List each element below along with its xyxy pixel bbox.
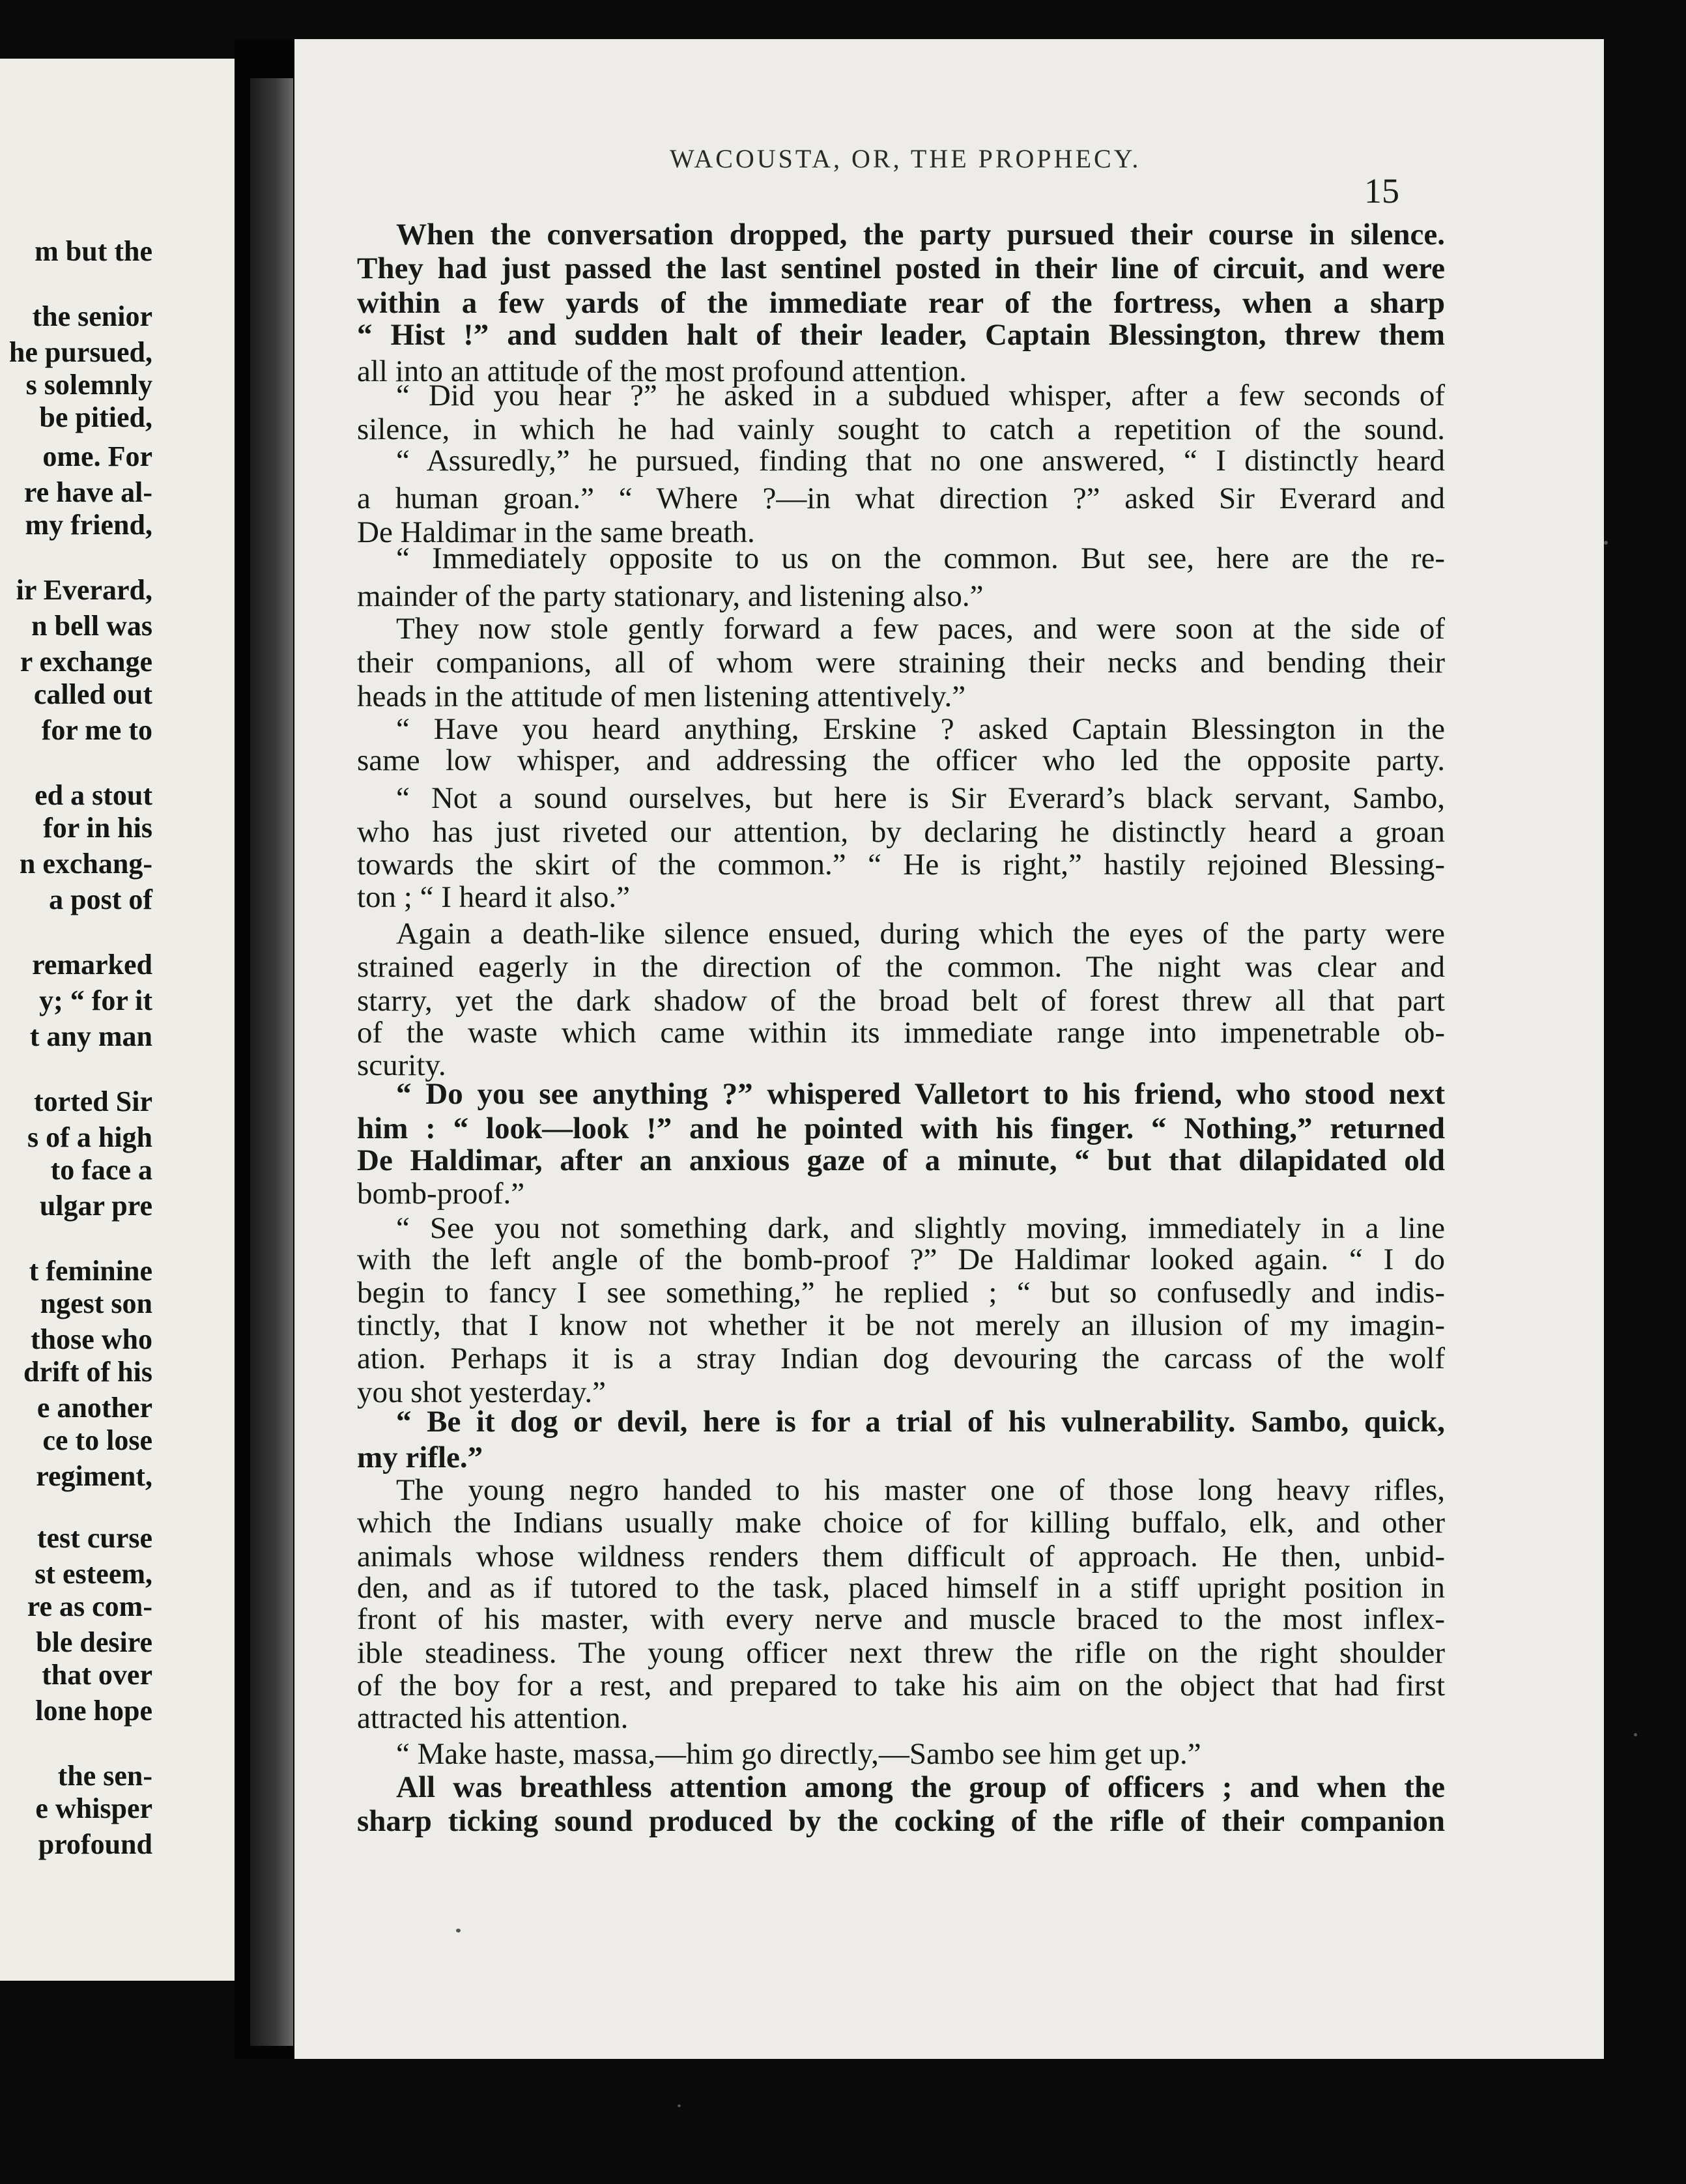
text-line: who has just riveted our attention, by declaring he distinctly heard a groan: [357, 815, 1445, 849]
previous-page-line: lone hope: [35, 1695, 152, 1727]
text-line: “ Assuredly,” he pursued, finding that no one answered, “ I distinctly heard: [396, 444, 1445, 478]
text-line: their companions, all of whom were straining their necks and bending their: [357, 646, 1445, 680]
previous-page-line: t any man: [29, 1020, 152, 1052]
text-line: sharp ticking sound produced by the cocking of the rifle of their companion: [357, 1804, 1445, 1838]
previous-page-line: a post of: [49, 884, 152, 915]
text-line: of the boy for a rest, and prepared to take his aim on the object that had first: [357, 1669, 1445, 1703]
previous-page-line: for me to: [41, 714, 152, 746]
page-number: 15: [1364, 171, 1399, 210]
text-line: “ See you not something dark, and slightly moving, immediately in a line: [396, 1211, 1445, 1245]
text-line: you shot yesterday.”: [357, 1375, 606, 1409]
text-line: animals whose wildness renders them difficult of approach. He then, unbid-: [357, 1540, 1445, 1573]
previous-page-line: to face a: [50, 1154, 152, 1186]
text-line: heads in the attitude of men listening attentively.”: [357, 680, 966, 713]
text-line: tinctly, that I know not whether it be not merely an illusion of my imagin-: [357, 1308, 1445, 1342]
previous-page-line: n exchang-: [19, 848, 152, 880]
previous-page-line: called out: [33, 678, 152, 710]
previous-page-line: torted Sir: [33, 1085, 152, 1117]
text-line: Again a death-like silence ensued, during which the eyes of the party were: [396, 917, 1445, 951]
text-line: strained eagerly in the direction of the common. The night was clear and: [357, 950, 1445, 984]
previous-page-line: for in his: [43, 812, 152, 844]
previous-page-line: ir Everard,: [16, 574, 152, 606]
text-line: The young negro handed to his master one of those long heavy rifles,: [396, 1473, 1445, 1507]
text-line: All was breathless attention among the group of officers ; and when the: [396, 1770, 1445, 1804]
text-line: ation. Perhaps it is a stray Indian dog devouring the carcass of the wolf: [357, 1342, 1445, 1375]
previous-page-line: m but the: [35, 235, 152, 267]
previous-page-edge: [0, 59, 235, 1981]
previous-page-line: ngest son: [40, 1287, 152, 1319]
text-line: “ Did you hear ?” he asked in a subdued whisper, after a few seconds of: [396, 379, 1445, 412]
dust-speck: [678, 2105, 681, 2107]
previous-page-line: y; “ for it: [39, 984, 152, 1016]
previous-page-line: the sen-: [57, 1760, 152, 1792]
text-line: within a few yards of the immediate rear of the fortress, when a sharp: [357, 286, 1445, 320]
text-line: towards the skirt of the common.” “ He is right,” hastily rejoined Blessing-: [357, 848, 1445, 882]
previous-page-line: r exchange: [20, 646, 152, 678]
previous-page-line: my friend,: [25, 509, 152, 541]
text-line: attracted his attention.: [357, 1701, 629, 1735]
previous-page-line: ce to lose: [42, 1424, 152, 1456]
previous-page-line: s solemnly: [25, 369, 152, 401]
text-line: When the conversation dropped, the party pursued their course in silence.: [396, 218, 1445, 251]
previous-page-line: n bell was: [31, 610, 152, 642]
previous-page-line: be pitied,: [39, 401, 152, 433]
previous-page-line: t feminine: [29, 1255, 152, 1287]
dust-speck: [1634, 1733, 1637, 1736]
previous-page-line: ome. For: [42, 440, 152, 472]
previous-page-line: he pursued,: [8, 336, 152, 368]
previous-page-line: remarked: [32, 949, 152, 981]
text-line: scurity.: [357, 1048, 446, 1082]
text-line: my rifle.”: [357, 1441, 483, 1474]
text-line: front of his master, with every nerve and muscle braced to the most inflex-: [357, 1602, 1445, 1636]
text-line: “ Hist !” and sudden halt of their leader, Captain Blessington, threw them: [357, 318, 1445, 352]
text-line: of the waste which came within its immediate range into impenetrable ob-: [357, 1016, 1445, 1050]
previous-page-line: the senior: [32, 300, 152, 332]
text-line: all into an attitude of the most profound attention.: [357, 354, 967, 388]
dust-speck: [456, 1929, 461, 1933]
text-line: begin to fancy I see something,” he replied ; “ but so confusedly and indis-: [357, 1276, 1445, 1310]
previous-page-line: re as com-: [27, 1590, 152, 1622]
text-line: ton ; “ I heard it also.”: [357, 880, 630, 914]
text-line: ible steadiness. The young officer next threw the rifle on the right shoulder: [357, 1636, 1445, 1670]
text-line: starry, yet the dark shadow of the broad belt of forest threw all that part: [357, 984, 1445, 1018]
previous-page-line: ble desire: [36, 1626, 152, 1658]
text-line: with the left angle of the bomb-proof ?” De Haldimar looked again. “ I do: [357, 1243, 1445, 1276]
text-line: same low whisper, and addressing the officer who led the opposite party.: [357, 743, 1445, 777]
text-line: mainder of the party stationary, and listening also.”: [357, 579, 984, 613]
text-line: him : “ look—look !” and he pointed with his finger. “ Nothing,” returned: [357, 1112, 1445, 1145]
text-line: den, and as if tutored to the task, placed himself in a stiff upright position in: [357, 1571, 1445, 1605]
previous-page-line: st esteem,: [35, 1558, 152, 1590]
text-line: “ Be it dog or devil, here is for a trial of his vulnerability. Sambo, quick,: [396, 1405, 1445, 1439]
running-head: WACOUSTA, OR, THE PROPHECY.: [670, 144, 1141, 173]
text-line: silence, in which he had vainly sought to catch a repetition of the sound.: [357, 412, 1445, 446]
previous-page-line: e another: [36, 1392, 152, 1424]
dust-speck: [1604, 541, 1608, 545]
gutter-shadow: [250, 78, 293, 2046]
previous-page-line: re have al-: [23, 476, 152, 508]
text-line: They now stole gently forward a few paces, and were soon at the side of: [396, 612, 1445, 646]
previous-page-line: s of a high: [27, 1121, 152, 1153]
text-line: “ Make haste, massa,—him go directly,—Sambo see him get up.”: [396, 1737, 1201, 1771]
previous-page-line: drift of his: [23, 1356, 152, 1388]
previous-page-line: profound: [38, 1828, 152, 1860]
text-line: “ Do you see anything ?” whispered Valletort to his friend, who stood next: [396, 1077, 1445, 1111]
previous-page-line: those who: [30, 1323, 152, 1355]
text-line: De Haldimar in the same breath.: [357, 515, 755, 549]
previous-page-line: ulgar pre: [39, 1190, 152, 1222]
text-line: bomb-proof.”: [357, 1177, 525, 1211]
text-line: They had just passed the last sentinel posted in their line of circuit, and were: [357, 251, 1445, 285]
text-line: which the Indians usually make choice of for killing buffalo, elk, and other: [357, 1506, 1445, 1540]
previous-page-line: e whisper: [35, 1792, 152, 1824]
previous-page-line: that over: [42, 1659, 152, 1691]
text-line: “ Not a sound ourselves, but here is Sir Everard’s black servant, Sambo,: [396, 781, 1445, 815]
previous-page-line: test curse: [36, 1522, 152, 1554]
text-line: “ Have you heard anything, Erskine ? asked Captain Blessington in the: [396, 712, 1445, 746]
text-line: a human groan.” “ Where ?—in what direction ?” asked Sir Everard and: [357, 481, 1445, 515]
previous-page-line: regiment,: [36, 1460, 152, 1492]
text-line: “ Immediately opposite to us on the common. But see, here are the re-: [396, 541, 1445, 575]
text-line: De Haldimar, after an anxious gaze of a minute, “ but that dilapidated old: [357, 1143, 1445, 1177]
previous-page-line: ed a stout: [35, 779, 152, 811]
